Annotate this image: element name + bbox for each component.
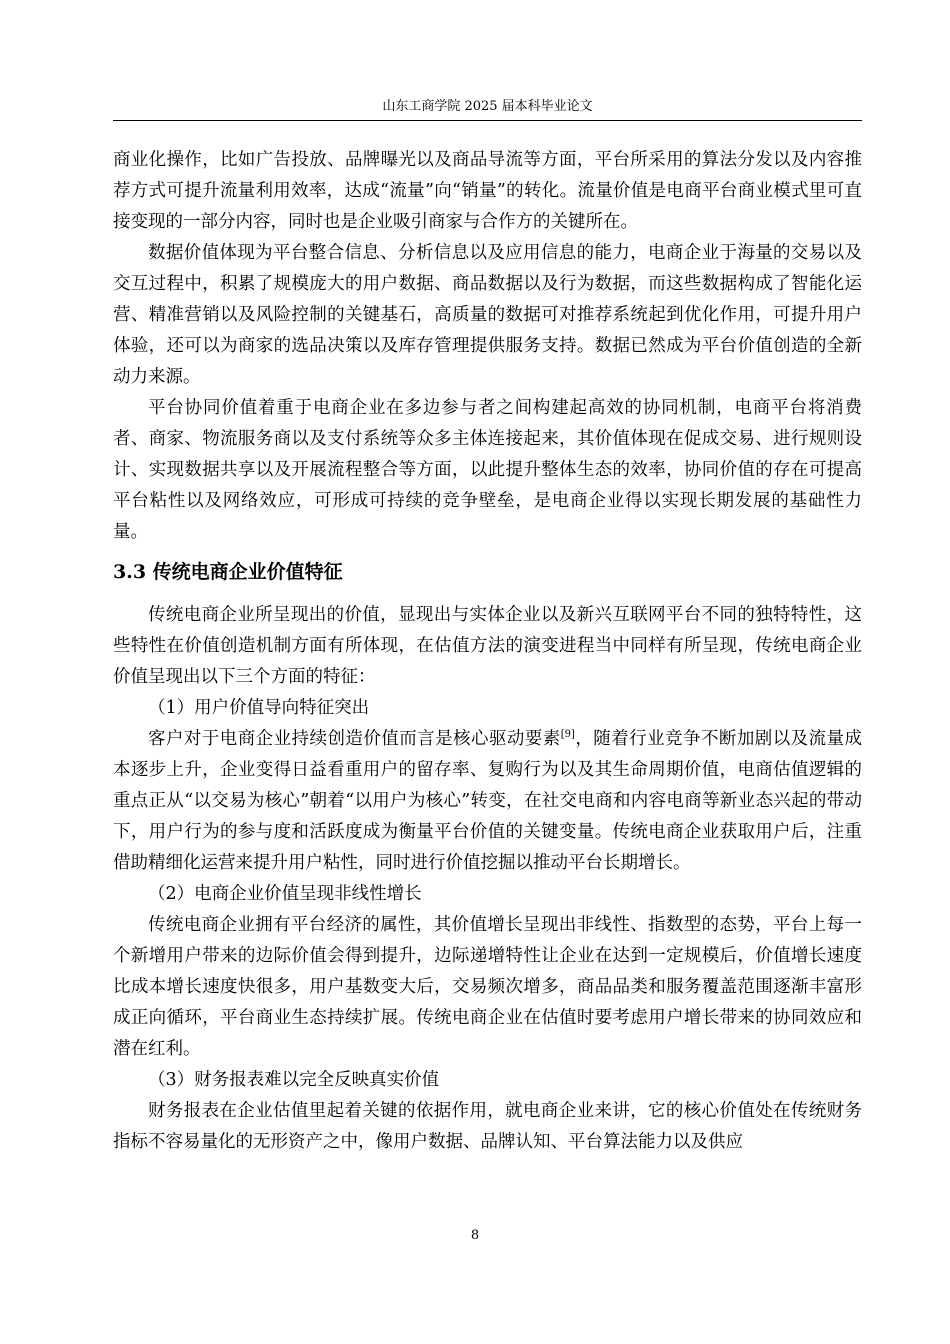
page-number: 8 <box>470 1228 480 1243</box>
paragraph-traffic-value: 商业化操作，比如广告投放、品牌曝光以及商品导流等方面，平台所采用的算法分发以及内容推荐方式可提升流量利用效率，达成“流量”向“销量”的转化。流量价值是电商平台商业模式里可直接变现的一部分内容，同时也是企业吸引商家与合作方的关键所在。 <box>113 150 862 232</box>
citation-ref: [9] <box>560 729 575 741</box>
paragraph-user-value <box>113 724 862 879</box>
paragraph-data-value: 数据价值体现为平台整合信息、分析信息以及应用信息的能力，电商企业于海量的交易以及交互过程中，积累了规模庞大的用户数据、商品数据以及行为数据，而这些数据构成了智能化运营、精准营销以及风险控制的关键基石，高质量的数据可对推荐系统起到优化作用，可提升用户体验，还可以为商家的选品决策以及库存管理提供服务支持。数据已然成为平台价值创造的全新动力来源。 <box>113 243 862 387</box>
header-rule <box>113 120 862 121</box>
section-heading: 3.3 传统电商企业价值特征 <box>113 561 343 583</box>
subheading-nonlinear-growth: （2）电商企业价值呈现非线性增长 <box>148 884 422 904</box>
page-body <box>113 145 862 1158</box>
paragraph-financial-statements: 财务报表在企业估值里起着关键的依据作用，就电商企业来讲，它的核心价值处在传统财务指标不容易量化的无形资产之中，像用户数据、品牌认知、平台算法能力以及供应 <box>113 1101 862 1152</box>
paragraph-section-intro: 传统电商企业所呈现出的价值，显现出与实体企业以及新兴互联网平台不同的独特特性，这些特性在价值创造机制方面有所体现，在估值方法的演变进程当中同样有所呈现，传统电商企业价值呈现出以下三个方面的特征： <box>113 605 862 687</box>
paragraph-synergy-value: 平台协同价值着重于电商企业在多边参与者之间构建起高效的协同机制，电商平台将消费者、商家、物流服务商以及支付系统等众多主体连接起来，其价值体现在促成交易、进行规则设计、实现数据共享以及开展流程整合等方面，以此提升整体生态的效率，协同价值的存在可提高平台粘性以及网络效应，可形成可持续的竞争壁垒，是电商企业得以实现长期发展的基础性力量。 <box>113 398 862 542</box>
paragraph-user-value-part2: ，随着行业竞争不断加剧以及流量成本逐步上升，企业变得日益看重用户的留存率、复购行为以及其生命周期价值，电商估值逻辑的重点正从“以交易为核心”朝着“以用户为核心”转变，在社交电商和内容电商等新业态兴起的带动下，用户行为的参与度和活跃度成为衡量平台价值的关键变量。传统电商企业获取用户后，注重借助精细化运营来提升用户粘性，同时进行价值挖掘以推动平台长期增长。 <box>113 729 862 873</box>
paragraph-user-value-part1: 客户对于电商企业持续创造价值而言是核心驱动要素 <box>148 729 561 749</box>
subheading-user-value: （1）用户价值导向特征突出 <box>148 698 370 718</box>
running-header: 山东工商学院 2025 届本科毕业论文 <box>382 99 593 114</box>
paragraph-nonlinear-growth: 传统电商企业拥有平台经济的属性，其价值增长呈现出非线性、指数型的态势，平台上每一个新增用户带来的边际价值会得到提升，边际递增特性让企业在达到一定规模后，价值增长速度比成本增长速度快很多，用户基数变大后，交易频次增多，商品品类和服务覆盖范围逐渐丰富形成正向循环，平台商业生态持续扩展。传统电商企业在估值时要考虑用户增长带来的协同效应和潜在红利。 <box>113 915 862 1059</box>
subheading-financial-statements: （3）财务报表难以完全反映真实价值 <box>148 1070 440 1090</box>
